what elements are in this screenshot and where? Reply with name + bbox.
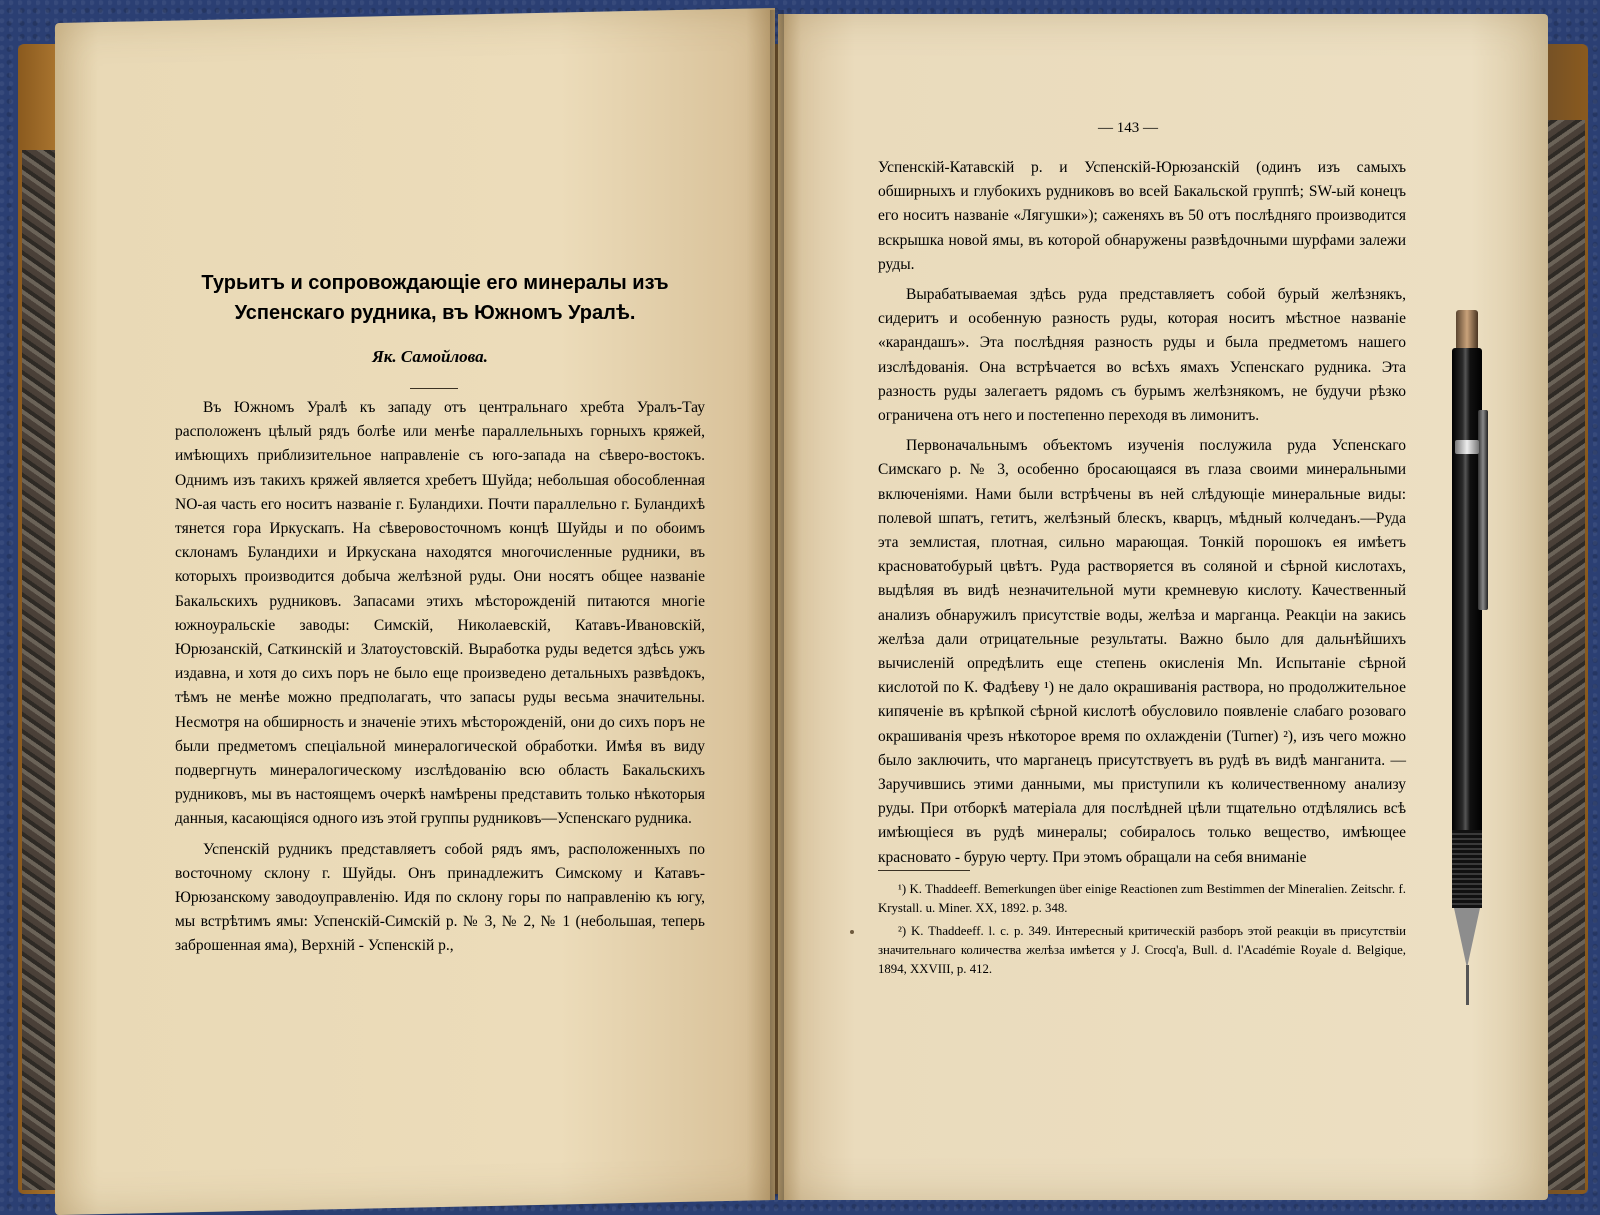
footnote-divider — [878, 870, 970, 871]
left-paragraph-2: Успенскій рудникъ представляетъ собой рядъ ямъ, расположенныхъ по восточному склону г. Шуйды. Онъ принадлежитъ Симскому и Катавъ-Юрюзанскому заводоуправленію. Идя по склону горы по направленію къ югу, мы встрѣтимъ ямы: Успенскій-Симскій р. № 3, № 2, № 1 (небольшая, теперь заброшенная яма), Верхній - Успенскій р., — [175, 840, 705, 955]
pencil-tip — [1466, 965, 1469, 1005]
footnotes — [878, 880, 1406, 983]
pencil-cone — [1454, 908, 1480, 968]
marbled-edge-right — [1545, 120, 1585, 1190]
pencil-cap — [1456, 310, 1478, 350]
pencil-clip — [1478, 410, 1488, 610]
footnote-2: ²) K. Thaddeeff. l. c. p. 349. Интересный критическій разборъ этой реакціи въ присутствіи значительнаго количества желѣза имѣется у J. Crocq'a, Bull. d. l'Académie Royale d. Belgique, 1894, XXVIII, p. 412. — [878, 924, 1406, 976]
pencil-grip — [1452, 830, 1482, 908]
left-paragraph-1: Въ Южномъ Уралѣ къ западу отъ центральнаго хребта Уралъ-Тау расположенъ цѣлый рядъ болѣе или менѣе параллельныхъ горныхъ кряжей, имѣющихъ приблизительное направленіе съ юго-запада на сѣверо-востокъ. Однимъ изъ такихъ кряжей является хребетъ Шуйда; небольшая обособленная NO-ая часть его носитъ названіе г. Буландихи. Почти параллельно г. Буландихѣ тянется гора Иркускапъ. На сѣверовосточномъ концѣ Шуйды и по обоимъ склонамъ Буландихи и Иркускана находятся многочисленные рудники, въ которыхъ производится добыча желѣзной руды. Они носятъ общее названіе Бакальскихъ рудниковъ. Запасами этихъ мѣсторожденій питаются многіе южноуральскіе заводы: Симскій, Николаевскій, Катавъ-Ивановскій, Юрюзанскій, Саткинскій и Златоустовскій. Выработка руды ведется здѣсь ужъ издавна, и хотя до сихъ поръ не было еще произведено детальныхъ развѣдокъ, тѣмъ не менѣе можно предполагать, что запасы руды весьма значительны. Несмотря на обширность и значеніе этихъ мѣсторожденій, они до сихъ поръ не были предметомъ спеціальной минералогической обработки. Имѣя въ виду подвергнуть минералогическому изслѣдованію всю область Бакальскихъ рудниковъ, мы въ настоящемъ очеркѣ намѣрены представить только нѣкоторыя данныя, касающіяся одного изъ этой группы рудниковъ—Успенскаго рудника. — [175, 399, 705, 828]
right-paragraph-3: Первоначальнымъ объектомъ изученія послужила руда Успенскаго Симскаго р. № 3, особенно бросающаяся въ глаза своими минеральными включеніями. Нами были встрѣчены въ ней слѣдующіе минеральные виды: полевой шпатъ, гетитъ, желѣзный блескъ, кварцъ, мѣдный колчеданъ.—Руда эта землистая, плотная, сильно марающая. Тонкій порошокъ ея имѣетъ красноватобурый цвѣтъ. Руда растворяется въ соляной и сѣрной кислотахъ, выдѣляя въ видѣ незначительной мути кремневую кислоту. Качественный анализъ обнаружилъ присутствіе воды, желѣза и марганца. Реакціи на закись желѣза дали отрицательные результаты. Важно было для дальнѣйшихъ вычисленій опредѣлить еще степень окисленія Mn. Испытаніе сѣрной кислотой по К. Фадѣеву ¹) не дало окрашиванія раствора, но продолжительное кипяченіе въ крѣпкой сѣрной кислотѣ обусловило появленіе слабаго розоваго окрашиванія чрезъ нѣкоторое время по охлажденіи (Turner) ²), изъ чего можно было заключить, что марганецъ присутствуетъ въ рудѣ въ видѣ манганита. — Заручившись этими данными, мы приступили къ количественному анализу руды. При отборкѣ матеріала для послѣдней цѣли тщательно отдѣлялись всѣ имѣющіеся въ рудѣ минералы; собиралось только вещество, имѣющее красновато - бурую черту. При этомъ обращали на себя вниманіе — [878, 437, 1406, 866]
paper-stain — [850, 930, 854, 934]
title-divider — [410, 388, 458, 389]
left-page-body — [175, 396, 705, 965]
right-page-body — [878, 156, 1406, 876]
page-number: — 143 — — [1098, 120, 1158, 136]
right-paragraph-2: Вырабатываемая здѣсь руда представляетъ собой бурый желѣзнякъ, сидеритъ и особенную разность руды, которая носитъ мѣстное названіе «карандашъ». Эта послѣдняя разность руды и была предметомъ нашего изслѣдованія. Она встрѣчается во всѣхъ ямахъ Успенскаго рудника. Эта разность руды залегаетъ рядомъ съ бурымъ желѣзнякомъ, не будучи рѣзко ограничена отъ него и постепенно переходя въ лимонитъ. — [878, 286, 1406, 425]
book-gutter — [770, 10, 784, 1200]
article-author: Як. Самойлова. — [372, 347, 488, 366]
pencil-ring — [1455, 440, 1479, 454]
footnote-1: ¹) K. Thaddeeff. Bemerkungen über einige Reactionen zum Bestimmen der Mineralien. Zeitschr. f. Krystall. u. Miner. XX, 1892. p. 348. — [878, 882, 1406, 915]
right-paragraph-1: Успенскій-Катавскій р. и Успенскій-Юрюзанскій (одинъ изъ самыхъ обширныхъ и глубокихъ рудниковъ во всей Бакальской группѣ; SW-ый конецъ его носитъ названіе «Лягушки»); саженяхъ въ 50 отъ послѣдняго производится вскрышка новой ямы, въ которой обнаружены развѣдочными шурфами залежи руды. — [878, 159, 1406, 273]
mechanical-pencil — [1440, 310, 1500, 1010]
article-title: Турьитъ и сопровождающіе его минералы изъ Успенскаго рудника, въ Южномъ Уралѣ. — [201, 272, 669, 324]
